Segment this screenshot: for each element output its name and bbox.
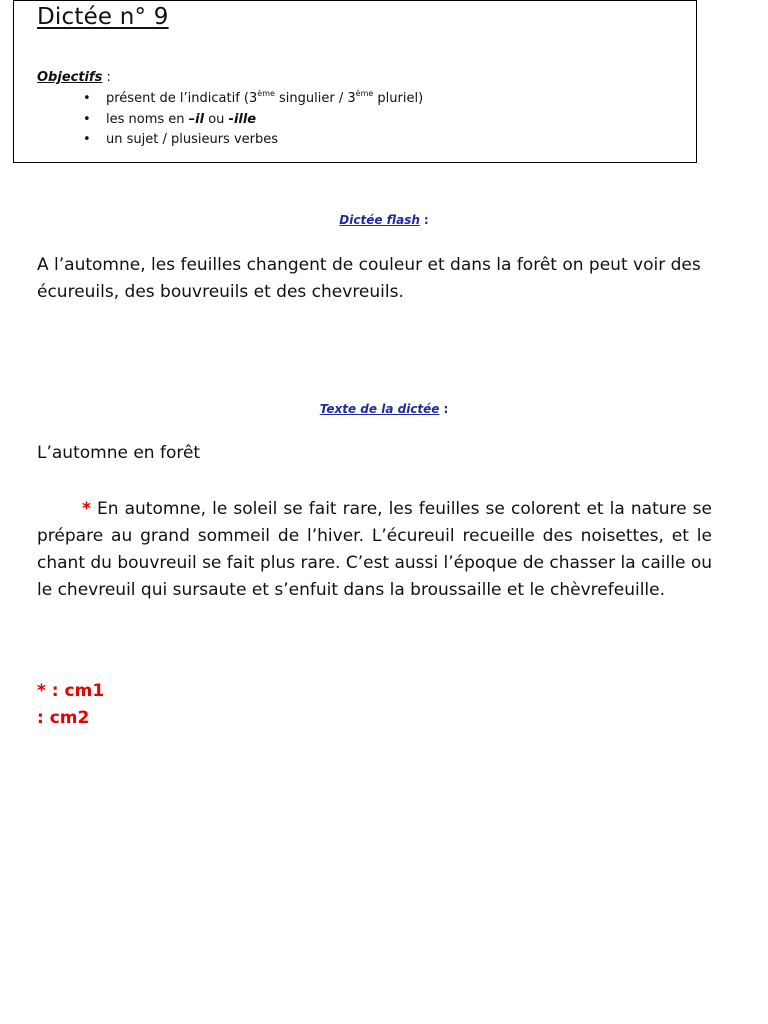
objectives-heading bbox=[37, 70, 111, 85]
dictee-body bbox=[37, 496, 712, 604]
objective-item: • un sujet / plusieurs verbes bbox=[78, 130, 423, 151]
legend-cm2: : cm2 bbox=[37, 708, 90, 728]
legend-cm1: * : cm1 bbox=[37, 681, 105, 701]
dictee-heading-label: Texte de la dictée bbox=[319, 402, 440, 416]
bullet-icon: • bbox=[83, 111, 91, 127]
dictee-title: L’automne en forêt bbox=[37, 443, 201, 463]
objective-item: • présent de l’indicatif (3ème singulier / 3ème pluriel) bbox=[78, 89, 423, 110]
dictee-text: En automne, le soleil se fait rare, les feuilles se colorent et la nature se prépare au grand sommeil de l’hiver. L’écureuil recueille des noisettes, et le chant du bouvreuil se fait plus rare. C’est aussi l’époque de chasser la caille ou le chevreuil qui sursaute et s’enfuit dans la broussaille et le chèvrefeuille. bbox=[37, 499, 713, 600]
objectives-list bbox=[78, 89, 423, 151]
flash-heading: Dictée flash : bbox=[339, 213, 429, 227]
cm1-marker: * bbox=[82, 499, 91, 519]
bullet-icon: • bbox=[83, 91, 91, 106]
page-title: Dictée n° 9 bbox=[37, 4, 169, 30]
objectives-colon: : bbox=[102, 70, 111, 85]
flash-heading-label: Dictée flash bbox=[339, 213, 420, 227]
objectives-box bbox=[13, 0, 697, 163]
objective-item: • les noms en –il ou -ille bbox=[78, 110, 423, 131]
objectives-label: Objectifs bbox=[37, 70, 103, 85]
dictee-heading: Texte de la dictée : bbox=[319, 402, 449, 416]
flash-text: A l’automne, les feuilles changent de couleur et dans la forêt on peut voir des écureuils, des bouvreuils et des chevreuils. bbox=[37, 255, 701, 302]
bullet-icon: • bbox=[83, 132, 91, 147]
